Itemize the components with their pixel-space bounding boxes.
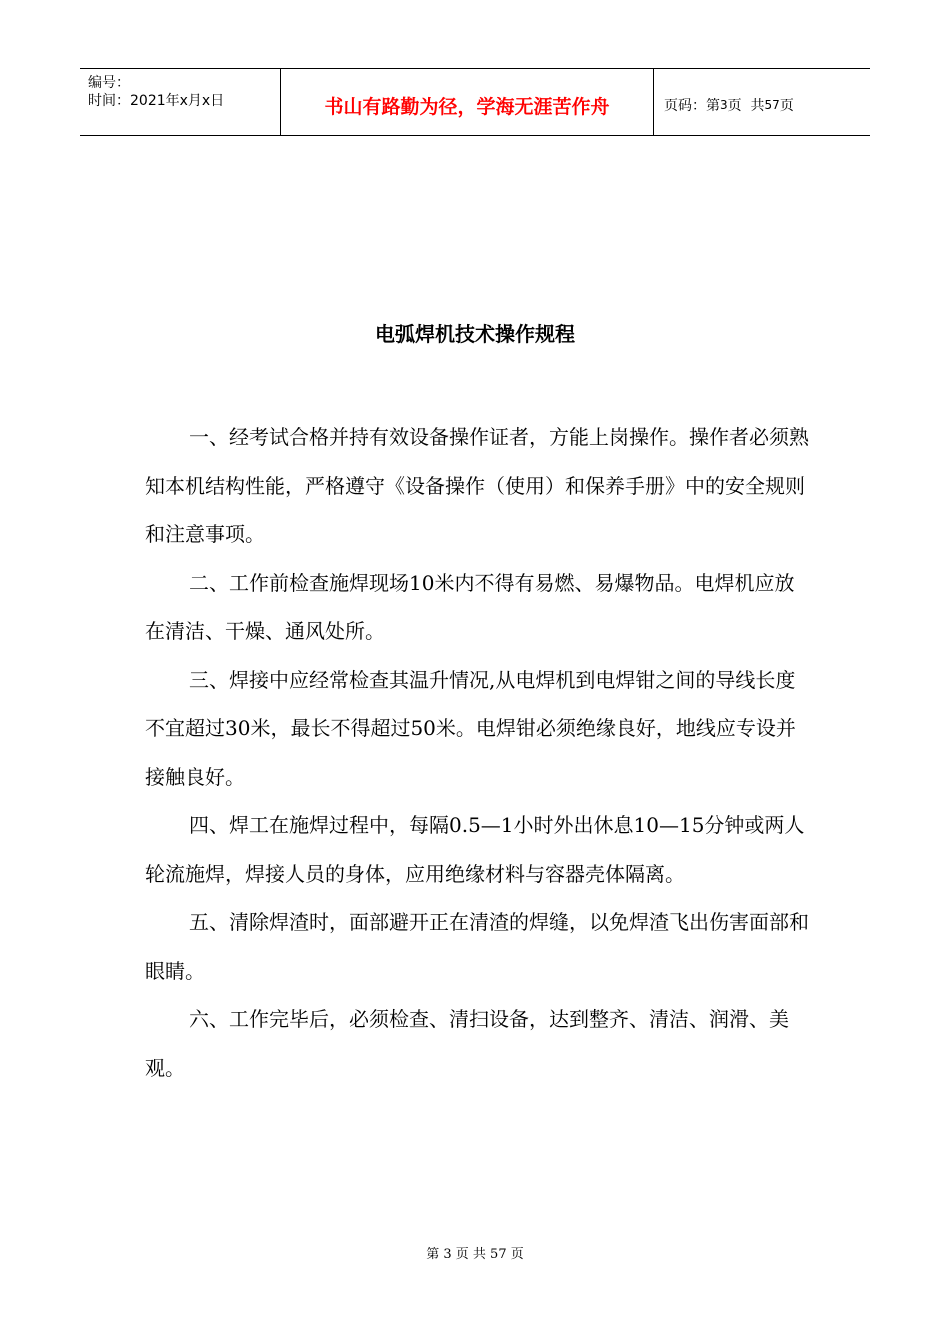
page-header [80, 68, 870, 136]
time-label: 时间：2021年x月x日 [88, 93, 225, 109]
page-total: 57 [764, 98, 780, 112]
paragraph-5: 五、清除焊渣时，面部避开正在清渣的焊缝，以免焊渣飞出伤害面部和眼睛。 [145, 910, 809, 983]
paragraph-2: 二、工作前检查施焊现场10米内不得有易燃、易爆物品。电焊机应放在清洁、干燥、通风处所。 [145, 570, 795, 643]
paragraph-4: 四、焊工在施焊过程中，每隔0.5—1小时外出休息10—15分钟或两人轮流施焊，焊接人员的身体，应用绝缘材料与容器壳体隔离。 [145, 813, 805, 886]
document-body [145, 413, 810, 1092]
page-prefix: 页码：第 [664, 98, 720, 114]
serial-number-label: 编号： [88, 75, 130, 91]
page-suffix: 页 [779, 98, 794, 114]
header-motto: 书山有路勤为径，学海无涯苦作舟 [281, 69, 654, 135]
paragraph-3: 三、焊接中应经常检查其温升情况,从电焊机到电焊钳之间的导线长度不宜超过30米，最长不得超过50米。电焊钳必须绝缘良好，地线应专设并接触良好。 [145, 667, 796, 789]
page-footer: 第 3 页 共 57 页 [426, 1247, 524, 1262]
header-info-cell [80, 69, 281, 135]
paragraph-6: 六、工作完毕后，必须检查、清扫设备，达到整齐、清洁、润滑、美观。 [145, 1007, 789, 1080]
paragraph-1: 一、经考试合格并持有效设备操作证者，方能上岗操作。操作者必须熟知本机结构性能，严格遵守《设备操作（使用）和保养手册》中的安全规则和注意事项。 [145, 425, 809, 546]
page-mid: 页 共 [727, 98, 765, 114]
header-page-info [654, 69, 870, 135]
document-title: 电弧焊机技术操作规程 [375, 322, 575, 346]
page-current: 3 [720, 98, 728, 112]
